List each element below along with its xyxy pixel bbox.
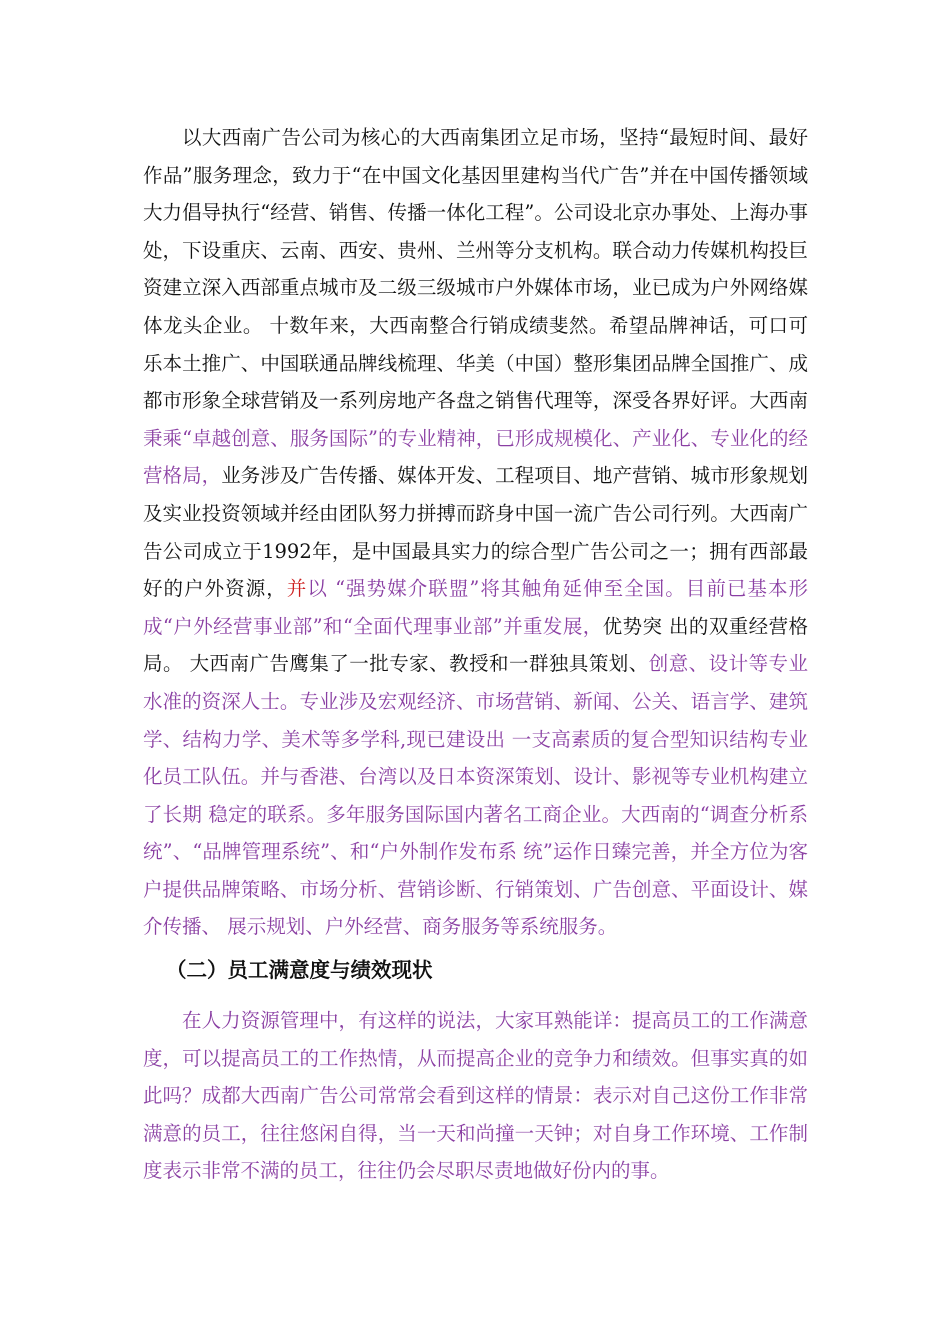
intro-text-segment: 以大西南广告公司为核心的大西南集团立足市场，坚持“最短时间、最好作品”服务理念，致力于“在中国文化基因里建构当代广告”并在中国传播领域大力倡导执行“经营、销售、传播一体化工程”。公司设北京办事处、上海办事处，下设重庆、云南、西安、贵州、兰州等分支机构。联合动力传媒机构投巨资建立深入西部重点城市及二级三级城市户外媒体市场，业已成为户外网络媒体龙头企业。 十数年来，大西南整合行销成绩斐然。希望品牌神话，可口可乐本土推广、中国联通品牌线梳理、华美（中国）整形集团品牌全国推广、成都市形象全球营销及一系列房地产各盘之销售代理等，深受各界好评。大西南 xyxy=(143,126,808,413)
intro-text-segment: 业务涉及广告传播、媒体开发、工程项目、地产营销、城市形象规划及实业投资领域并经由团队努力拼搏而跻身中国一流广告公司行列。大西南广告公司成立于1992年，是中国最具实力的综合型广告公司之一；拥有西部最好的户外资源， xyxy=(143,464,808,601)
intro-highlighted-segment: 创意、设计等专业水准的资深人士。专业涉及宏观经济、市场营销、新闻、公关、语言学、建筑学、结构力学、美术等多学科,现已建设出 一支高素质的复合型知识结构专业化员工队伍。并与香港、台湾以及日本资深策划、设计、影视等专业机构建立了长期 稳定的联系。多年服务国际国内著名工商企业。大西南的“调查分析系统”、“品牌管理系统”、和“户外制作发布系 统”运作日臻完善，并全方位为客户提供品牌策略、市场分析、营销诊断、行销策划、广告创意、平面设计、媒介传播、 展示规划、户外经营、商务服务等系统服务。 xyxy=(143,652,808,939)
section-heading: （二）员工满意度与绩效现状 xyxy=(166,958,433,982)
satisfaction-highlighted-segment: 常常会看到这样的情景：表示对自己这份工作非常满意的员工，往往悠闲自得，当一天和尚撞一天钟；对自身工作环境、工作制度表示非常不满的员工，往往仍会尽职尽责地做好份内的事。 xyxy=(143,1084,808,1183)
satisfaction-highlighted-segment: 在人力资源管理中，有这样的说法，大家耳熟能详：提高员工的工作满意度，可以提高员工的工作热情，从而提高企业的竞争力和绩效。但事实真的如此吗？成都大西南广告公司 xyxy=(143,1009,808,1108)
satisfaction-paragraph xyxy=(143,1002,808,1190)
intro-highlighted-segment: 以 “强势媒介联盟”将其触角延伸至全国。目前已基本形成“户外经营事业部”和“全面代理事业部”并重发展， xyxy=(143,577,808,638)
intro-red-segment: 并 xyxy=(286,577,308,601)
intro-text-segment: 优势突 出的双重经营格局。 大西南广告鹰集了一批专家、教授和一群独具策划、 xyxy=(143,614,808,676)
intro-highlighted-segment: 秉乘“卓越创意、服务国际”的专业精神，已形成规模化、产业化、专业化的经营格局， xyxy=(143,426,808,488)
company-intro-paragraph xyxy=(143,119,808,946)
